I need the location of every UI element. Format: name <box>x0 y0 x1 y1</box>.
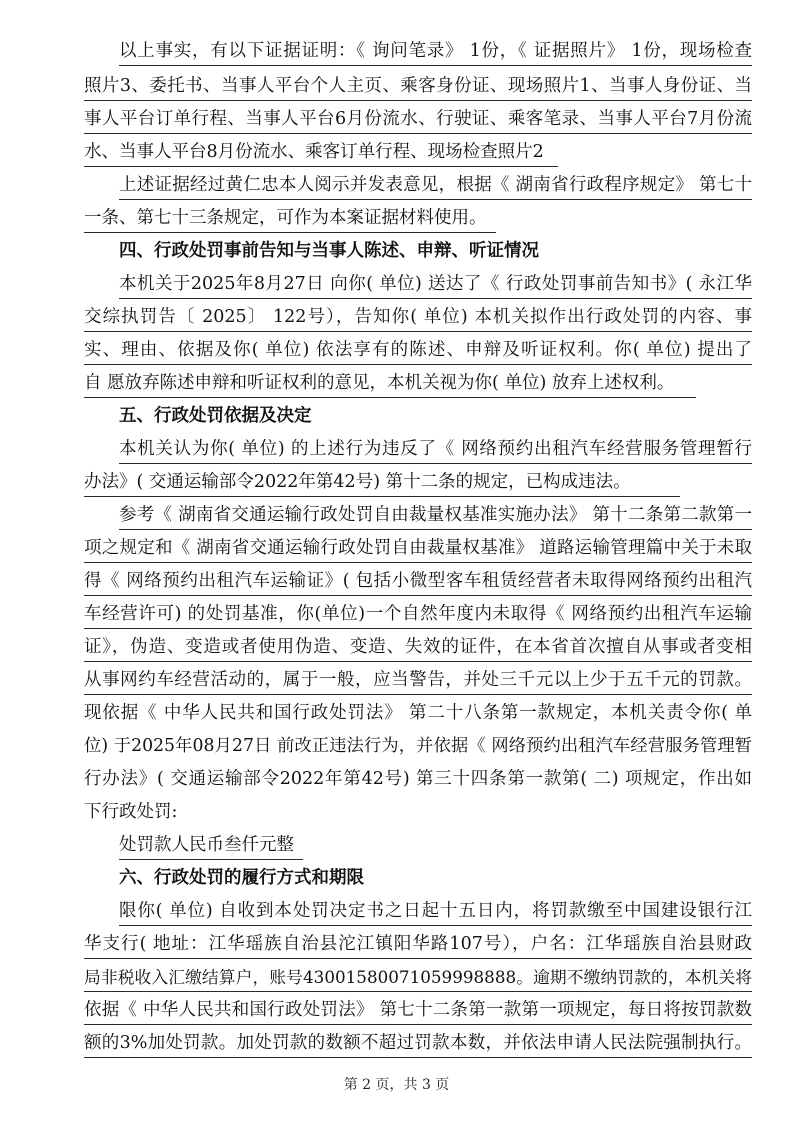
text-line: 限你( 单位) 自收到本处罚决定书之日起十五日内，将罚款缴至中国建设银行江 <box>119 896 752 926</box>
page-footer: 第 2 页，共 3 页 <box>343 1077 450 1093</box>
text-line: 上述证据经过黄仁忠本人阅示并发表意见，根据《 湖南省行政程序规定》 第七十 <box>119 170 752 200</box>
text-line: 位) 于2025年08月27日 前改正违法行为，并依据《 网络预约出租汽车经营服务管理暂 <box>84 736 752 756</box>
text-line: 交综执罚告〔 2025〕 122号），告知你( 单位) 本机关拟作出行政处罚的内容、事 <box>84 302 752 332</box>
text-line: 一条、第七十三条规定，可作为本案证据材料使用。 <box>84 203 496 233</box>
text-line: 办法》( 交通运输部令2022年第42号) 第十二条的规定，已构成违法。 <box>84 467 680 497</box>
text-line: 得《 网络预约出租汽车运输证》( 包括小微型客车租赁经营者未取得网络预约出租汽 <box>84 566 752 596</box>
section-heading: 五、行政处罚依据及决定 <box>119 406 312 426</box>
text-line: 以上事实，有以下证据证明：《 询问笔录》 1份，《 证据照片》 1份，现场检查 <box>119 36 752 66</box>
text-line: 局非税收入汇缴结算户，账号43001580071059998888。逾期不缴纳罚款的，本机关将 <box>84 962 752 992</box>
text-line: 现依据《 中华人民共和国行政处罚法》 第二十八条第一款规定，本机关责令你( 单 <box>84 703 752 723</box>
text-line: 照片3、委托书、当事人平台个人主页、乘客身份证、现场照片1、当事人身份证、当 <box>84 71 752 101</box>
text-line: 本机关认为你( 单位) 的上述行为违反了《 网络预约出租汽车经营服务管理暂行 <box>119 434 752 464</box>
text-line: 下行政处罚: <box>84 802 178 822</box>
text-line: 从事网约车经营活动的，属于一般，应当警告，并处三千元以上少于五千元的罚款。 <box>84 665 752 695</box>
text-line: 华支行( 地址：江华瑶族自治县沱江镇阳华路107号），户名：江华瑶族自治县财政 <box>84 929 752 959</box>
text-line: 额的3%加处罚款。加处罚款的数额不超过罚款本数，并依法申请人民法院强制执行。 <box>84 1028 752 1058</box>
text-line: 参考《 湖南省交通运输行政处罚自由裁量权基准实施办法》 第十二条第二款第一 <box>119 500 752 530</box>
text-line: 本机关于2025年8月27日 向你( 单位) 送达了《 行政处罚事前告知书》( 永江华 <box>119 269 752 299</box>
text-line: 自 愿放弃陈述申辩和听证权利的意见，本机关视为你( 单位) 放弃上述权利。 <box>84 368 696 398</box>
text-line: 依据《 中华人民共和国行政处罚法》 第七十二条第一款第一项规定，每日将按罚款数 <box>84 995 752 1025</box>
text-line: 事人平台订单行程、当事人平台6月份流水、行驶证、乘客笔录、当事人平台7月份流 <box>84 104 752 134</box>
section-heading: 六、行政处罚的履行方式和期限 <box>119 868 364 888</box>
text-line: 项之规定和《 湖南省交通运输行政处罚自由裁量权基准》 道路运输管理篇中关于未取 <box>84 533 752 563</box>
text-line: 证》，伪造、变造或者使用伪造、变造、失效的证件，在本省首次擅自从事或者变相 <box>84 632 752 662</box>
text-line: 水、当事人平台8月份流水、乘客订单行程、现场检查照片2 <box>84 137 558 167</box>
section-heading: 四、行政处罚事前告知与当事人陈述、申辩、听证情况 <box>119 241 539 261</box>
penalty-amount: 处罚款人民币叁仟元整 <box>119 830 303 860</box>
text-line: 车经营许可) 的处罚基准，你(单位)一个自然年度内未取得《 网络预约出租汽车运输 <box>84 599 752 629</box>
text-line: 行办法》( 交通运输部令2022年第42号) 第三十四条第一款第( 二) 项规定，作出如 <box>84 769 752 789</box>
text-line: 实、理由、依据及你( 单位) 依法享有的陈述、申辩及听证权利。你( 单位) 提出了 <box>84 335 752 365</box>
